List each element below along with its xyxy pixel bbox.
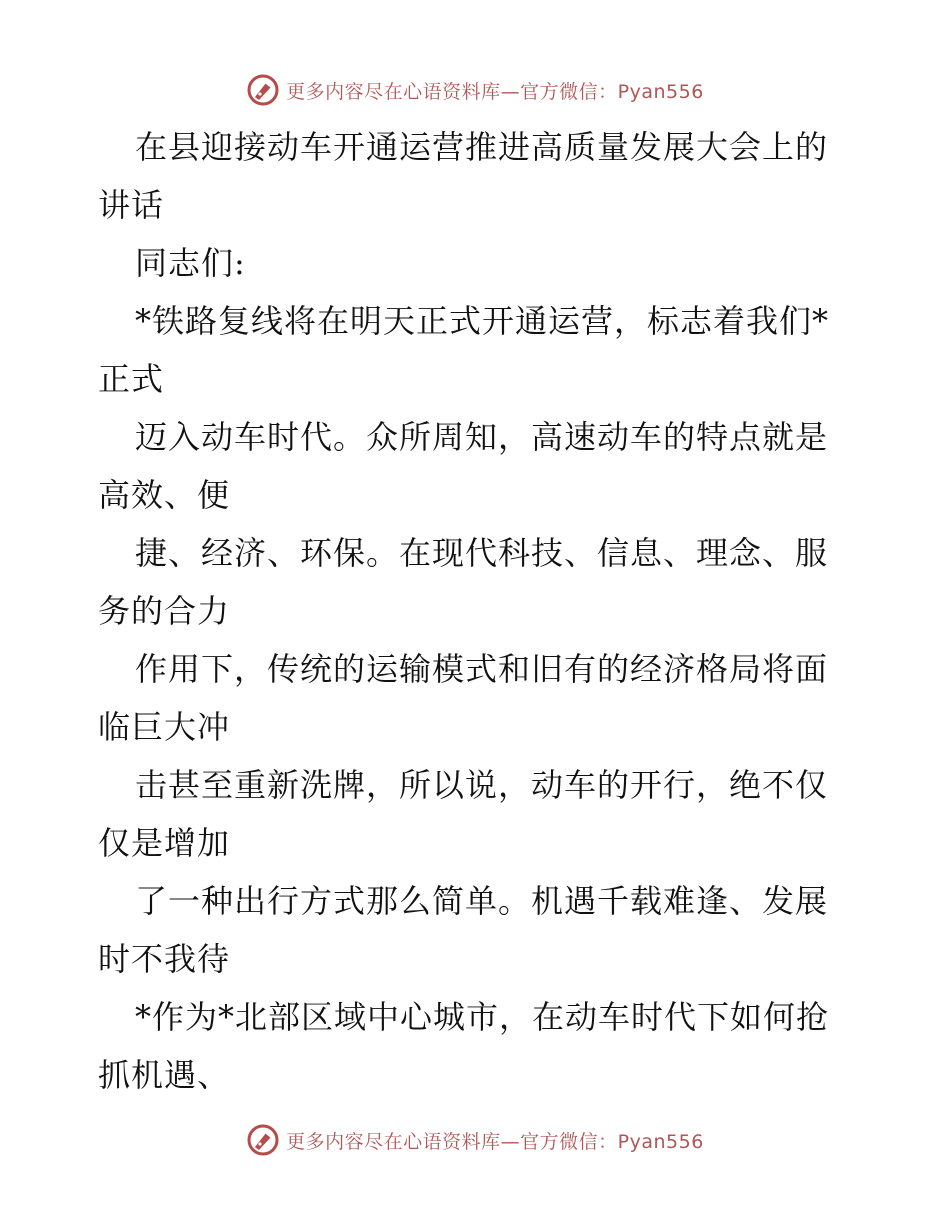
document-line: 同志们: — [135, 244, 246, 282]
document-line: 了一种出行方式那么简单。机遇千载难逢、发展 — [135, 882, 829, 920]
document-line: *作为*北部区域中心城市，在动车时代下如何抢 — [135, 998, 830, 1036]
footer-watermark — [0, 1120, 950, 1160]
document-line: 在县迎接动车开通运营推进高质量发展大会上的 — [135, 128, 829, 166]
document-line: 捷、经济、环保。在现代科技、信息、理念、服 — [135, 534, 829, 572]
document-line: 仅是增加 — [98, 824, 231, 862]
document-line: 迈入动车时代。众所周知，高速动车的特点就是 — [135, 418, 829, 456]
document-line: 务的合力 — [98, 592, 231, 630]
document-line: 讲话 — [98, 186, 165, 224]
watermark-text: 更多内容尽在心语资料库—官方微信：Pyan556 — [286, 80, 704, 103]
document-line: 高效、便 — [98, 476, 231, 514]
document-line: 时不我待 — [98, 940, 231, 978]
pen-nib-logo-icon — [246, 73, 280, 107]
document-body — [98, 118, 858, 1104]
document-line: 作用下，传统的运输模式和旧有的经济格局将面 — [135, 650, 829, 688]
watermark-text: 更多内容尽在心语资料库—官方微信：Pyan556 — [286, 1130, 704, 1153]
header-watermark — [0, 70, 950, 110]
document-line: *铁路复线将在明天正式开通运营，标志着我们* — [135, 302, 830, 340]
document-line: 抓机遇、 — [98, 1056, 231, 1094]
document-line: 击甚至重新洗牌，所以说，动车的开行，绝不仅 — [135, 766, 829, 804]
document-line: 临巨大冲 — [98, 708, 231, 746]
pen-nib-logo-icon — [246, 1123, 280, 1157]
document-line: 正式 — [98, 360, 165, 398]
